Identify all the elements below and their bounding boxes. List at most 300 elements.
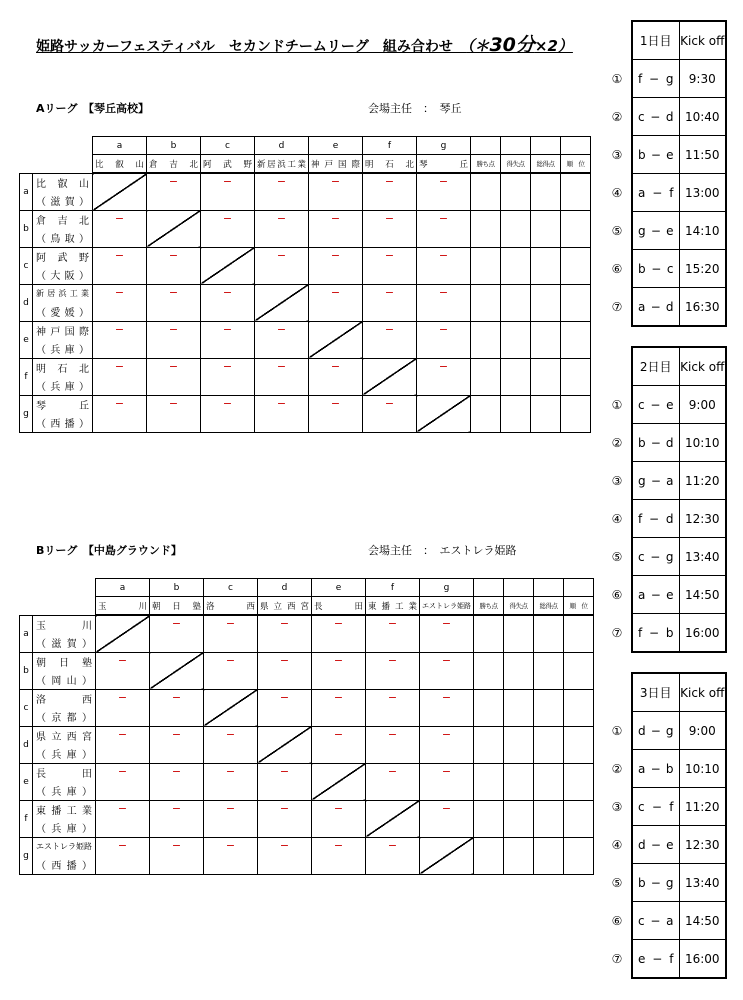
dash-mark: − xyxy=(114,359,125,373)
score-cell xyxy=(201,358,255,395)
schedule-day3 xyxy=(606,672,727,979)
stat-cell xyxy=(501,247,531,284)
dash-mark: − xyxy=(384,175,395,188)
stat-cell xyxy=(501,173,531,210)
match-number: ② xyxy=(611,435,623,450)
match-pair xyxy=(632,174,679,212)
match-pair xyxy=(632,212,679,250)
league-a-table xyxy=(19,136,591,433)
home-letter: c xyxy=(638,913,645,928)
row-letter: b xyxy=(20,652,33,689)
score-cell xyxy=(201,210,255,247)
column-team-name: 朝日塾 xyxy=(150,597,204,616)
score-cell xyxy=(420,800,474,837)
team-row xyxy=(20,763,594,782)
kickoff-time: 13:00 xyxy=(679,174,726,212)
stat-cell xyxy=(531,321,561,358)
score-cell xyxy=(96,652,150,689)
team-name: 玉川 xyxy=(33,615,96,634)
vs-dash: − xyxy=(650,723,661,738)
team-region: （兵庫） xyxy=(33,340,93,359)
stat-header-blank xyxy=(531,137,561,155)
stat-header-blank xyxy=(474,579,504,597)
home-letter: g xyxy=(638,473,646,488)
column-team-name: 阿武野 xyxy=(201,155,255,174)
match-pair xyxy=(632,902,679,940)
dash-mark: − xyxy=(438,359,449,373)
dash-mark: − xyxy=(225,838,236,852)
match-row xyxy=(606,788,726,826)
score-cell xyxy=(93,284,147,321)
column-team-name: エストレラ姫路 xyxy=(420,597,474,616)
match-number: ⑦ xyxy=(611,951,623,966)
match-row xyxy=(606,614,726,653)
match-row xyxy=(606,386,726,424)
score-cell xyxy=(363,395,417,432)
dash-mark: − xyxy=(384,248,395,262)
score-cell xyxy=(363,321,417,358)
team-region: （岡山） xyxy=(33,671,96,690)
dash-mark: − xyxy=(279,801,290,815)
score-cell xyxy=(366,837,420,874)
score-cell xyxy=(420,689,474,726)
stat-cell xyxy=(474,763,504,800)
row-letter: b xyxy=(20,210,33,247)
score-cell xyxy=(93,321,147,358)
vs-dash: − xyxy=(649,625,660,640)
dash-mark: − xyxy=(438,248,449,262)
column-letter: g xyxy=(420,579,474,597)
stat-header: 順 位 xyxy=(564,597,594,616)
column-team-name: 新居浜工業 xyxy=(255,155,309,174)
stat-cell xyxy=(531,358,561,395)
score-cell xyxy=(309,247,363,284)
title-text: 姫路サッカーフェスティバル セカンドチームリーグ 組み合わせ xyxy=(36,39,467,55)
home-letter: c xyxy=(638,799,645,814)
match-number: ⑦ xyxy=(611,299,623,314)
team-region: （兵庫） xyxy=(33,782,96,801)
stat-cell xyxy=(531,173,561,210)
dash-mark: − xyxy=(117,838,128,852)
home-letter: e xyxy=(638,951,646,966)
vs-dash: − xyxy=(649,71,660,86)
team-name: 洛西 xyxy=(33,689,96,708)
kickoff-time: 13:40 xyxy=(679,538,726,576)
score-cell xyxy=(309,358,363,395)
dash-mark: − xyxy=(171,838,182,852)
match-pair xyxy=(632,788,679,826)
diagonal-cell xyxy=(201,247,255,284)
match-pair xyxy=(632,60,679,98)
vs-dash: − xyxy=(650,875,661,890)
blank xyxy=(606,21,632,60)
letter-row xyxy=(20,137,591,155)
match-pair xyxy=(632,250,679,288)
score-cell xyxy=(150,800,204,837)
stat-cell xyxy=(531,210,561,247)
away-letter: b xyxy=(665,625,674,640)
team-row xyxy=(20,726,594,745)
column-letter: d xyxy=(255,137,309,155)
dash-mark: − xyxy=(333,838,344,852)
team-region: （滋賀） xyxy=(33,634,96,653)
match-pair xyxy=(632,500,679,538)
match-pair xyxy=(632,940,679,979)
team-row xyxy=(20,358,591,377)
stat-cell xyxy=(474,615,504,652)
vs-dash: − xyxy=(650,761,661,776)
dash-mark: − xyxy=(171,617,182,630)
match-row xyxy=(606,212,726,250)
stat-cell xyxy=(504,726,534,763)
score-cell xyxy=(417,321,471,358)
dash-mark: − xyxy=(168,248,179,262)
kickoff-time: 10:10 xyxy=(679,424,726,462)
team-row xyxy=(20,321,591,340)
dash-mark: − xyxy=(225,653,236,667)
kickoff-time: 10:40 xyxy=(679,98,726,136)
dash-mark: − xyxy=(387,838,398,852)
dash-mark: − xyxy=(171,801,182,815)
kickoff-time: 9:00 xyxy=(679,386,726,424)
page-title xyxy=(36,30,573,57)
stat-cell xyxy=(504,689,534,726)
dash-mark: − xyxy=(168,285,179,299)
diagonal-cell xyxy=(309,321,363,358)
vs-dash: − xyxy=(650,473,661,488)
row-letter: c xyxy=(20,689,33,726)
away-letter: e xyxy=(666,397,674,412)
away-letter: f xyxy=(669,951,674,966)
match-row xyxy=(606,250,726,288)
match-number: ⑥ xyxy=(611,261,623,276)
stat-cell xyxy=(504,652,534,689)
score-cell xyxy=(309,284,363,321)
dash-mark: − xyxy=(279,838,290,852)
score-cell xyxy=(93,247,147,284)
stat-cell xyxy=(561,210,591,247)
dash-mark: − xyxy=(225,617,236,630)
score-cell xyxy=(417,210,471,247)
score-cell xyxy=(258,652,312,689)
dash-mark: − xyxy=(171,727,182,741)
match-number: ③ xyxy=(611,799,623,814)
letter-row xyxy=(20,579,594,597)
column-team-name: 玉川 xyxy=(96,597,150,616)
match-row xyxy=(606,826,726,864)
vs-dash: − xyxy=(649,511,660,526)
match-number: ⑥ xyxy=(611,587,623,602)
dash-mark: − xyxy=(333,727,344,741)
match-pair xyxy=(632,864,679,902)
vs-dash: − xyxy=(650,837,661,852)
stat-header: 得失点 xyxy=(504,597,534,616)
diagonal-cell xyxy=(312,763,366,800)
row-letter: d xyxy=(20,284,33,321)
away-letter: f xyxy=(669,185,674,200)
team-name: 倉吉北 xyxy=(33,210,93,229)
match-number: ① xyxy=(611,723,623,738)
diagonal-cell xyxy=(204,689,258,726)
score-cell xyxy=(420,652,474,689)
column-letter: e xyxy=(312,579,366,597)
score-cell xyxy=(309,395,363,432)
column-letter: f xyxy=(366,579,420,597)
away-letter: d xyxy=(665,435,674,450)
venue-prefix: 会場主任 ： xyxy=(368,102,429,115)
home-letter: a xyxy=(638,299,646,314)
dash-mark: − xyxy=(168,359,179,373)
score-cell xyxy=(147,321,201,358)
schedule-day1 xyxy=(606,20,727,327)
match-row xyxy=(606,940,726,979)
dash-mark: − xyxy=(384,322,395,336)
score-cell xyxy=(93,358,147,395)
dash-mark: − xyxy=(225,764,236,778)
stat-cell xyxy=(474,837,504,874)
diagonal-cell xyxy=(363,358,417,395)
stat-cell xyxy=(561,247,591,284)
row-letter: d xyxy=(20,726,33,763)
score-cell xyxy=(309,173,363,210)
dash-mark: − xyxy=(276,211,287,225)
match-pair xyxy=(632,712,679,750)
score-cell xyxy=(201,173,255,210)
stat-cell xyxy=(501,284,531,321)
score-cell xyxy=(96,837,150,874)
stat-cell xyxy=(504,615,534,652)
vs-dash: − xyxy=(651,261,662,276)
row-letter: g xyxy=(20,395,33,432)
score-cell xyxy=(312,726,366,763)
score-cell xyxy=(309,210,363,247)
dash-mark: − xyxy=(441,653,452,667)
dash-mark: − xyxy=(384,396,395,410)
team-row xyxy=(20,652,594,671)
kickoff-label: Kick off xyxy=(679,347,726,386)
dash-mark: − xyxy=(114,211,125,225)
score-cell xyxy=(201,321,255,358)
stat-header: 勝ち点 xyxy=(471,155,501,174)
dash-mark: − xyxy=(222,322,233,336)
team-row xyxy=(20,173,591,192)
dash-mark: − xyxy=(222,396,233,410)
team-name: 東播工業 xyxy=(33,800,96,819)
kickoff-time: 14:10 xyxy=(679,212,726,250)
home-letter: f xyxy=(638,71,643,86)
dash-mark: − xyxy=(276,359,287,373)
home-letter: d xyxy=(638,837,646,852)
column-letter: e xyxy=(309,137,363,155)
team-row xyxy=(20,800,594,819)
venue-prefix: 会場主任 ： xyxy=(368,544,429,557)
row-letter: a xyxy=(20,615,33,652)
away-letter: e xyxy=(666,587,674,602)
vs-dash: − xyxy=(652,951,663,966)
team-name: 神戸国際 xyxy=(33,321,93,340)
score-cell xyxy=(201,395,255,432)
score-cell xyxy=(255,247,309,284)
score-cell xyxy=(258,689,312,726)
away-letter: g xyxy=(665,723,674,738)
team-row xyxy=(20,837,594,856)
dash-mark: − xyxy=(330,248,341,262)
away-letter: d xyxy=(665,511,674,526)
stat-cell xyxy=(534,689,564,726)
dash-mark: − xyxy=(168,396,179,410)
league-b-venue xyxy=(368,542,517,558)
score-cell xyxy=(147,173,201,210)
score-cell xyxy=(147,358,201,395)
match-pair xyxy=(632,614,679,653)
dash-mark: − xyxy=(387,690,398,704)
dash-mark: − xyxy=(117,727,128,741)
team-name: 新居浜工業 xyxy=(33,284,93,303)
kickoff-time: 12:30 xyxy=(679,500,726,538)
stat-header-blank xyxy=(561,137,591,155)
score-cell xyxy=(93,210,147,247)
team-name: 長田 xyxy=(33,763,96,782)
corner xyxy=(20,579,96,616)
diagonal-cell xyxy=(150,652,204,689)
column-letter: b xyxy=(147,137,201,155)
venue-name: エストレラ姫路 xyxy=(439,544,517,557)
stat-header: 総得点 xyxy=(531,155,561,174)
score-cell xyxy=(255,395,309,432)
dash-mark: − xyxy=(114,396,125,410)
match-number: ④ xyxy=(611,837,623,852)
match-number: ② xyxy=(611,761,623,776)
score-cell xyxy=(366,615,420,652)
match-row xyxy=(606,424,726,462)
score-cell xyxy=(147,395,201,432)
team-row xyxy=(20,210,591,229)
dash-mark: − xyxy=(279,690,290,704)
stat-cell xyxy=(474,689,504,726)
stat-header-blank xyxy=(504,579,534,597)
vs-dash: − xyxy=(650,397,661,412)
away-letter: c xyxy=(666,261,674,276)
dash-mark: − xyxy=(279,764,290,778)
dash-mark: − xyxy=(171,690,182,704)
match-number: ③ xyxy=(611,147,623,162)
kickoff-time: 13:40 xyxy=(679,864,726,902)
venue-name: 琴丘 xyxy=(439,102,462,115)
team-name: 比叡山 xyxy=(33,173,93,192)
kickoff-time: 10:10 xyxy=(679,750,726,788)
dash-mark: − xyxy=(117,690,128,704)
home-letter: d xyxy=(638,723,646,738)
dash-mark: − xyxy=(441,727,452,741)
score-cell xyxy=(255,173,309,210)
diagonal-cell xyxy=(366,800,420,837)
row-letter: e xyxy=(20,321,33,358)
home-letter: f xyxy=(638,625,643,640)
score-cell xyxy=(204,837,258,874)
dash-mark: − xyxy=(330,211,341,225)
match-pair xyxy=(632,826,679,864)
team-row xyxy=(20,615,594,634)
stat-cell xyxy=(471,173,501,210)
stat-cell xyxy=(564,615,594,652)
match-number: ⑤ xyxy=(611,223,623,238)
dash-mark: − xyxy=(117,653,128,667)
dash-mark: − xyxy=(441,690,452,704)
dash-mark: − xyxy=(279,617,290,630)
vs-dash: − xyxy=(650,147,661,162)
column-team-name: 東播工業 xyxy=(366,597,420,616)
team-region: （兵庫） xyxy=(33,377,93,396)
stat-cell xyxy=(531,247,561,284)
stat-cell xyxy=(564,726,594,763)
score-cell xyxy=(417,284,471,321)
kickoff-time: 14:50 xyxy=(679,576,726,614)
dash-mark: − xyxy=(330,396,341,410)
vs-dash: − xyxy=(650,299,661,314)
kickoff-time: 11:20 xyxy=(679,788,726,826)
team-region: （大阪） xyxy=(33,266,93,285)
diagonal-cell xyxy=(417,395,471,432)
dash-mark: − xyxy=(114,322,125,336)
home-letter: b xyxy=(638,875,646,890)
title-paren: （＊ xyxy=(466,37,490,55)
score-cell xyxy=(417,358,471,395)
dash-mark: − xyxy=(387,653,398,667)
score-cell xyxy=(96,763,150,800)
score-cell xyxy=(96,689,150,726)
stat-cell xyxy=(534,837,564,874)
score-cell xyxy=(312,800,366,837)
match-row xyxy=(606,462,726,500)
diagonal-cell xyxy=(420,837,474,874)
match-row xyxy=(606,60,726,98)
score-cell xyxy=(258,763,312,800)
dash-mark: − xyxy=(330,359,341,373)
match-row xyxy=(606,864,726,902)
stat-cell xyxy=(504,800,534,837)
team-name: 県立西宮 xyxy=(33,726,96,745)
blank xyxy=(606,347,632,386)
league-a-venue xyxy=(368,100,462,116)
dash-mark: − xyxy=(114,285,125,299)
diagonal-cell xyxy=(258,726,312,763)
away-letter: g xyxy=(665,71,674,86)
kickoff-time: 16:00 xyxy=(679,614,726,653)
dash-mark: − xyxy=(222,175,233,188)
stat-cell xyxy=(474,652,504,689)
home-letter: c xyxy=(638,397,645,412)
stat-header-blank xyxy=(564,579,594,597)
away-letter: e xyxy=(666,837,674,852)
dash-mark: − xyxy=(276,396,287,410)
match-row xyxy=(606,288,726,327)
league-a-label: Aリーグ 【琴丘高校】 xyxy=(36,102,150,115)
score-cell xyxy=(258,800,312,837)
kickoff-time: 16:00 xyxy=(679,940,726,979)
stat-header: 順 位 xyxy=(561,155,591,174)
dash-mark: − xyxy=(333,617,344,630)
score-cell xyxy=(147,247,201,284)
column-team-name: 神戸国際 xyxy=(309,155,363,174)
dash-mark: − xyxy=(225,727,236,741)
dash-mark: − xyxy=(279,653,290,667)
match-row xyxy=(606,538,726,576)
score-cell xyxy=(150,726,204,763)
stat-cell xyxy=(501,395,531,432)
dash-mark: − xyxy=(438,285,449,299)
stat-cell xyxy=(531,395,561,432)
away-letter: g xyxy=(665,875,674,890)
